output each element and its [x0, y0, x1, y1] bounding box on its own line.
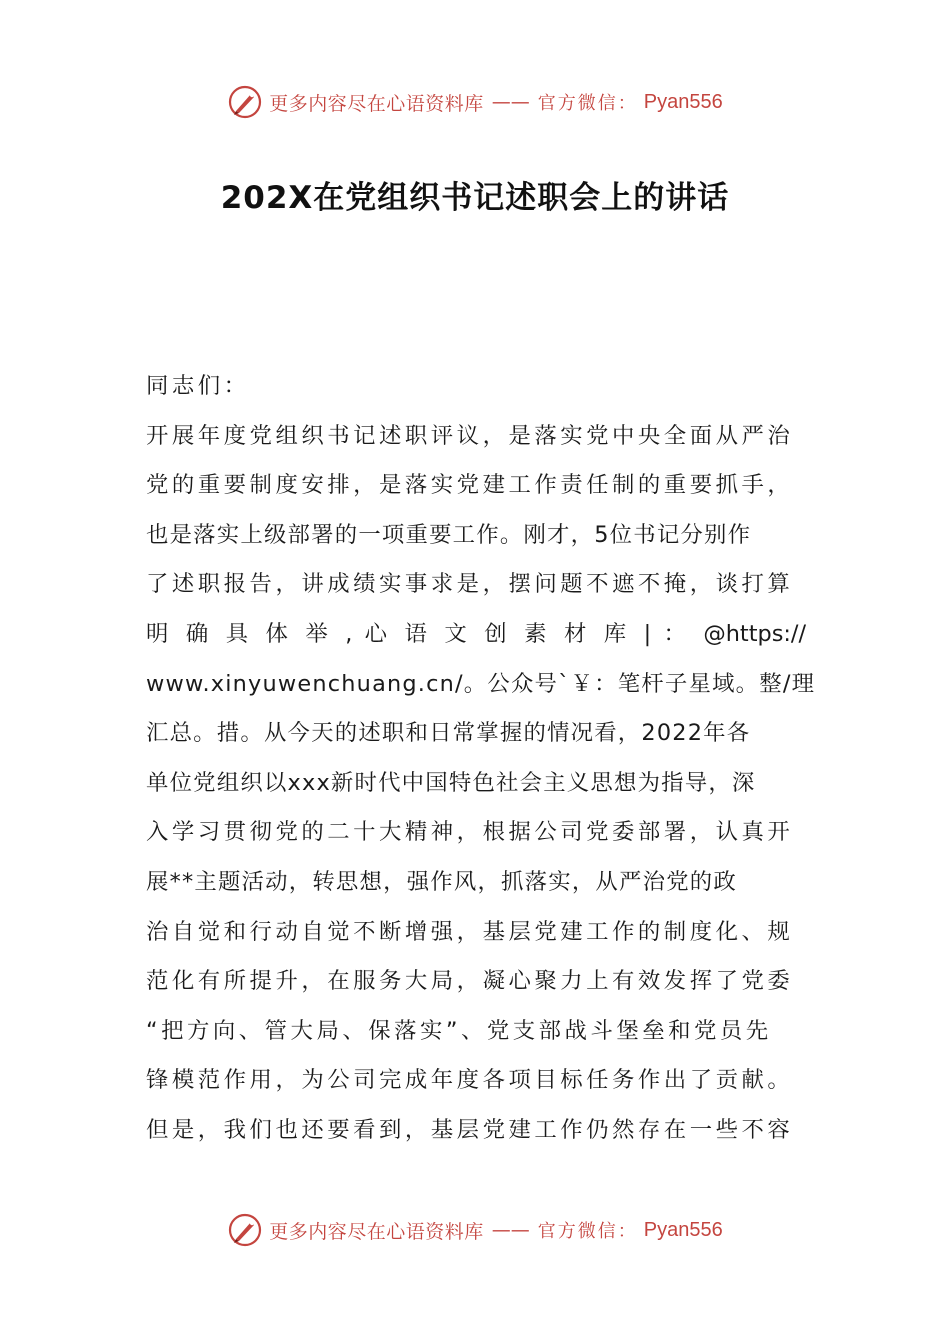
body-line: 锋模范作用，为公司完成年度各项目标任务作出了贡献。	[146, 1067, 794, 1094]
wechat-label: 官方微信：	[537, 93, 638, 114]
body-line: 治自觉和行动自觉不断增强，基层党建工作的制度化、规	[146, 918, 794, 945]
body-line: 明 确 具 体 举 , 心 语 文 创 素 材 库 | ： @https://	[146, 620, 806, 647]
body-line: 展**主题活动，转思想，强作风，抓落实，从严治党的政	[146, 868, 737, 895]
body-line: www.xinyuwenchuang.cn/。公众号`￥：笔杆子星域。整/理	[146, 670, 816, 697]
banner-separator: ——	[491, 91, 530, 113]
document-title: 202X在党组织书记述职会上的讲话	[220, 180, 730, 216]
banner-text: 更多内容尽在心语资料库	[269, 92, 484, 115]
body-line: 单位党组织以xxx新时代中国特色社会主义思想为指导，深	[146, 769, 756, 796]
body-line: 入学习贯彻党的二十大精神，根据公司党委部署，认真开	[146, 819, 794, 846]
wechat-id: Pyan556	[643, 1218, 723, 1241]
wechat-id: Pyan556	[643, 90, 723, 113]
body-line: 开展年度党组织书记述职评议，是落实党中央全面从严治	[146, 422, 794, 449]
body-line: “把方向、管大局、保落实”、党支部战斗堡垒和党员先	[146, 1017, 772, 1044]
body-line: 汇总。措。从今天的述职和日常掌握的情况看，2022年各	[146, 720, 751, 747]
banner-separator: ——	[491, 1219, 530, 1241]
pen-logo-icon	[227, 1212, 263, 1248]
body-line: 但是，我们也还要看到，基层党建工作仍然存在一些不容	[146, 1116, 794, 1143]
body-line: 了述职报告，讲成绩实事求是，摆问题不遮不掩，谈打算	[146, 571, 794, 598]
document-body	[146, 362, 816, 1156]
salutation: 同志们：	[146, 373, 250, 399]
body-line: 也是落实上级部署的一项重要工作。刚才，5位书记分别作	[146, 521, 752, 548]
body-line: 范化有所提升，在服务大局，凝心聚力上有效发挥了党委	[146, 968, 794, 995]
pen-logo-icon	[227, 84, 263, 120]
wechat-label: 官方微信：	[537, 1221, 638, 1242]
body-line: 党的重要制度安排，是落实党建工作责任制的重要抓手，	[146, 472, 794, 499]
banner-text: 更多内容尽在心语资料库	[269, 1220, 484, 1243]
header-watermark-banner	[0, 82, 950, 122]
footer-watermark-banner	[0, 1210, 950, 1250]
